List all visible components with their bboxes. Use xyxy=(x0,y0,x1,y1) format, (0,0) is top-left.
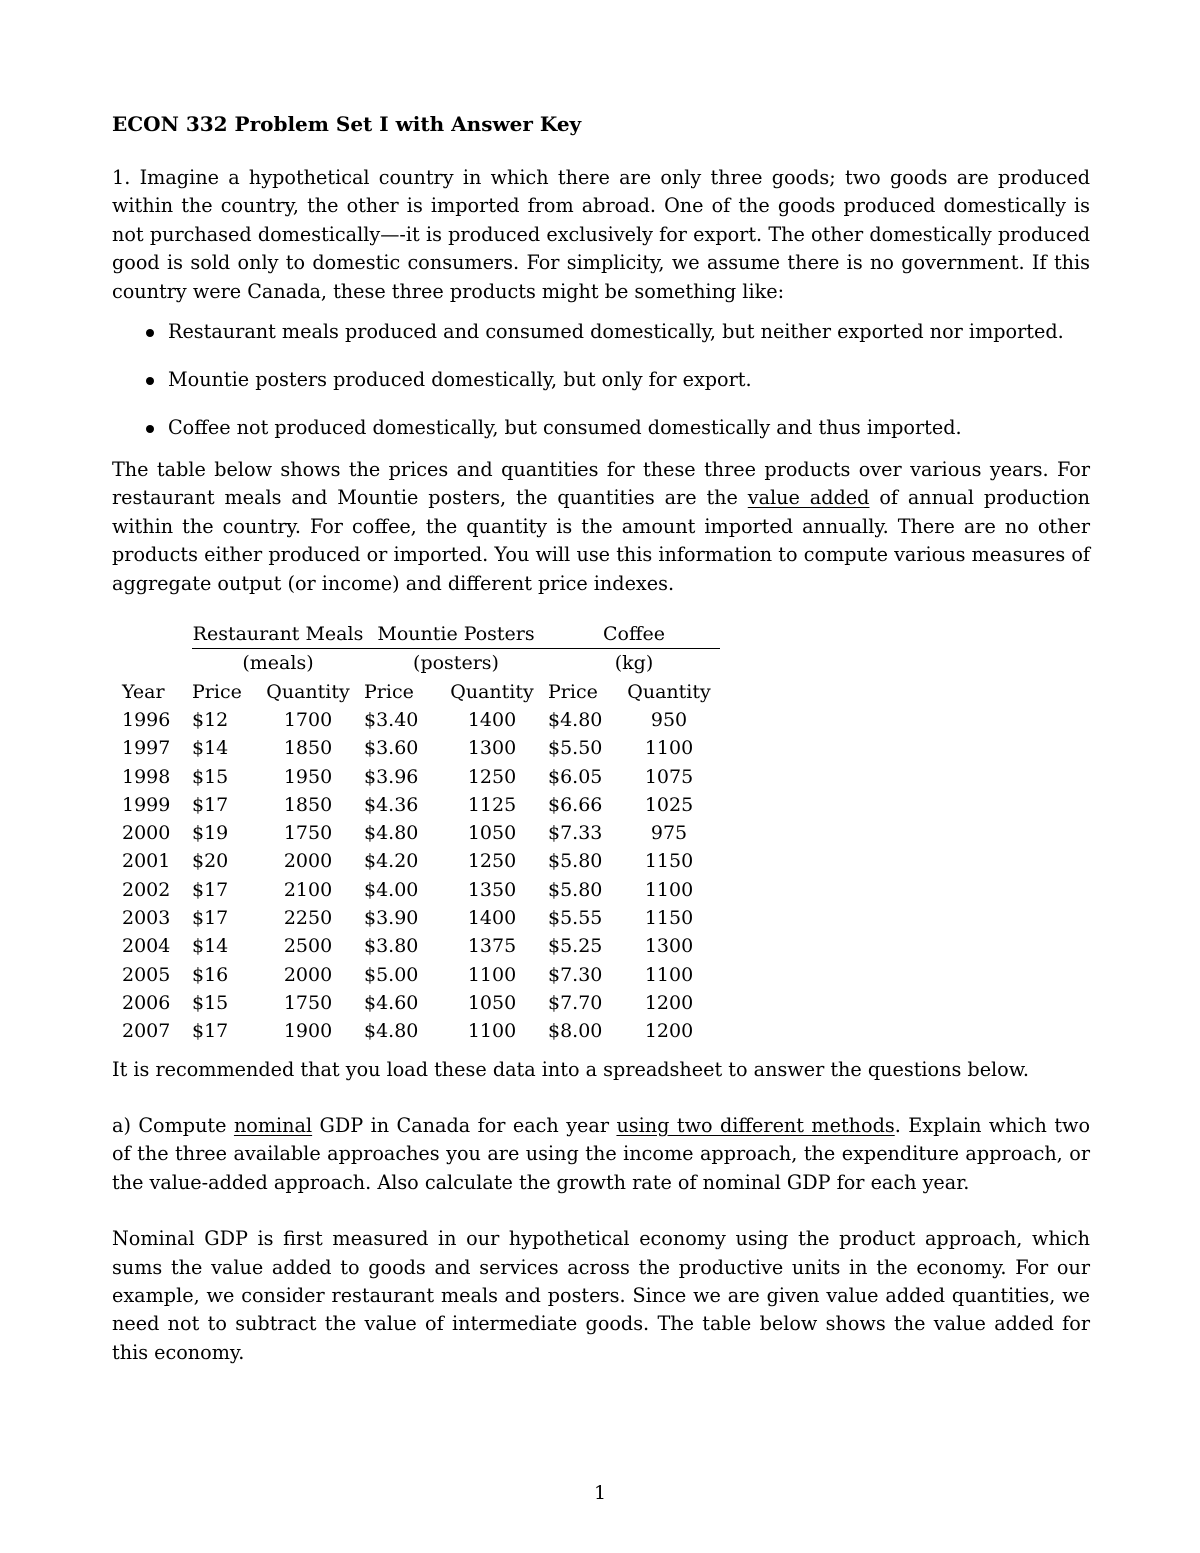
table-row xyxy=(112,876,720,904)
table-cell: 1375 xyxy=(467,935,517,958)
column-header: Price xyxy=(548,680,598,703)
table-cell: 2000 xyxy=(283,963,333,986)
table-cell: $5.50 xyxy=(548,737,603,760)
table-cell: 2000 xyxy=(283,850,333,873)
table-cell: $5.80 xyxy=(548,850,603,873)
problem-intro: 1. Imagine a hypothetical country in which there are only three goods; two goods are produced within the country, the other is imported from abroad. One of the goods produced domestically is not purchased domestically—-it is produced exclusively for export. The other domestically produced good is sold only to domestic consumers. For simplicity, we assume there is no government. If this country were Canada, these three products might be something like: xyxy=(112,166,1090,303)
table-cell: 1850 xyxy=(283,737,333,760)
table-cell: 1100 xyxy=(467,963,517,986)
table-intro-text: of annual production within the country. For coffee, the quantity is the amount imported annually. There are no other products either produced or imported. You will use this information to compute various measures of aggregate output (or income) and different price indexes. xyxy=(112,486,1090,595)
table-header-row xyxy=(112,678,720,706)
table-cell: $17 xyxy=(192,878,229,901)
bullet-list xyxy=(112,318,1090,442)
table-cell: 2005 xyxy=(122,963,171,986)
table-row xyxy=(112,706,720,734)
table-cell: $3.90 xyxy=(364,907,419,930)
table-cell: 1998 xyxy=(122,765,171,788)
table-cell: 2250 xyxy=(283,907,333,930)
table-cell: 1997 xyxy=(122,737,171,760)
document-page xyxy=(112,110,1090,1367)
unit-label: (posters) xyxy=(413,652,499,675)
table-cell: $4.80 xyxy=(548,708,603,731)
table-cell: $3.96 xyxy=(364,765,419,788)
column-header: Quantity xyxy=(627,680,711,703)
bullet-icon xyxy=(146,377,154,385)
table-cell: 1750 xyxy=(283,822,333,845)
bullet-text: Restaurant meals produced and consumed domestically, but neither exported nor imported. xyxy=(168,320,1064,344)
table-cell: $7.30 xyxy=(548,963,603,986)
table-cell: 2001 xyxy=(122,850,171,873)
table-group-row xyxy=(112,620,720,649)
bullet-item xyxy=(112,366,1090,394)
question-text: . Explain which two of the three available approaches you are using the income approach, the expenditure approach, or the value-added approach. Also calculate the growth rate of nominal GDP for each year. xyxy=(112,1113,1091,1194)
table-cell: 1125 xyxy=(467,793,517,816)
table-cell: $6.66 xyxy=(548,793,603,816)
recommendation-text: It is recommended that you load these data into a spreadsheet to answer the questions below. xyxy=(112,1057,1029,1081)
table-cell: $4.00 xyxy=(364,878,419,901)
bullet-item xyxy=(112,414,1090,442)
table-row xyxy=(112,1017,720,1045)
table-cell: $8.00 xyxy=(548,1020,603,1043)
table-cell: $17 xyxy=(192,793,229,816)
table-cell: 1996 xyxy=(122,708,171,731)
table-cell: $7.70 xyxy=(548,991,603,1014)
table-cell: $16 xyxy=(192,963,229,986)
table-cell: $4.60 xyxy=(364,991,419,1014)
answer-text: Nominal GDP is first measured in our hypothetical economy using the product approach, which sums the value added to goods and services across the productive units in the economy. For our example, we consider restaurant meals and posters. Since we are given value added quantities, we need not to subtract the value of intermediate goods. The table below shows the value added for this economy. xyxy=(112,1227,1090,1364)
unit-label: (kg) xyxy=(614,652,654,675)
column-header: Year xyxy=(122,680,165,703)
table-cell: 1100 xyxy=(644,878,694,901)
column-header: Quantity xyxy=(266,680,350,703)
question-text: a) Compute xyxy=(112,1113,234,1137)
table-intro-underlined: value added xyxy=(747,486,870,510)
group-header-restaurant: Restaurant Meals xyxy=(192,620,364,649)
table-cell: 1750 xyxy=(283,991,333,1014)
table-cell: $5.25 xyxy=(548,935,603,958)
table-cell: 1999 xyxy=(122,793,171,816)
table-cell: 1150 xyxy=(644,907,694,930)
table-cell: $4.80 xyxy=(364,822,419,845)
unit-label: (meals) xyxy=(242,652,314,675)
document-title: ECON 332 Problem Set I with Answer Key xyxy=(112,112,582,136)
table-row xyxy=(112,734,720,762)
table-cell: 975 xyxy=(650,822,688,845)
table-cell: 1700 xyxy=(283,708,333,731)
table-cell: $14 xyxy=(192,935,229,958)
table-cell: 2003 xyxy=(122,907,171,930)
table-cell: 1200 xyxy=(644,991,694,1014)
table-row xyxy=(112,847,720,875)
table-cell: 1900 xyxy=(283,1020,333,1043)
table-cell: $5.00 xyxy=(364,963,419,986)
table-cell: $12 xyxy=(192,708,229,731)
table-cell: 1100 xyxy=(467,1020,517,1043)
table-intro-text: The table below shows the prices and quantities for these three products over various years. For restaurant meals and Mountie posters, the quantities are the xyxy=(112,458,1090,510)
table-cell: 1400 xyxy=(467,907,517,930)
bullet-text: Mountie posters produced domestically, but only for export. xyxy=(168,368,752,392)
table-cell: 1300 xyxy=(644,935,694,958)
question-text: GDP in Canada for each year xyxy=(312,1113,617,1137)
table-cell: 2007 xyxy=(122,1020,171,1043)
table-cell: 1050 xyxy=(467,991,517,1014)
table-cell: $15 xyxy=(192,765,229,788)
table-cell: $14 xyxy=(192,737,229,760)
table-cell: $3.40 xyxy=(364,708,419,731)
table-cell: $5.80 xyxy=(548,878,603,901)
bullet-item xyxy=(112,318,1090,346)
question-underlined: using two different methods xyxy=(616,1113,895,1137)
table-row xyxy=(112,904,720,932)
table-units-row xyxy=(112,649,720,678)
table-body xyxy=(112,706,720,1046)
table-cell: $19 xyxy=(192,822,229,845)
table-cell: 1350 xyxy=(467,878,517,901)
table-row xyxy=(112,961,720,989)
table-cell: $3.80 xyxy=(364,935,419,958)
table-cell: 1200 xyxy=(644,1020,694,1043)
table-cell: $4.20 xyxy=(364,850,419,873)
table-row xyxy=(112,791,720,819)
page-number: 1 xyxy=(593,1482,607,1504)
column-header: Price xyxy=(364,680,414,703)
table-cell: $5.55 xyxy=(548,907,603,930)
table-cell: 1300 xyxy=(467,737,517,760)
table-cell: $17 xyxy=(192,907,229,930)
table-cell: $4.36 xyxy=(364,793,419,816)
table-cell: 1025 xyxy=(644,793,694,816)
table-cell: 2006 xyxy=(122,991,171,1014)
table-cell: 2500 xyxy=(283,935,333,958)
table-cell: 2000 xyxy=(122,822,171,845)
table-row xyxy=(112,932,720,960)
column-header: Price xyxy=(192,680,242,703)
table-intro xyxy=(112,456,1090,598)
table-cell: 1250 xyxy=(467,765,517,788)
table-cell: 1100 xyxy=(644,963,694,986)
table-row xyxy=(112,763,720,791)
table-cell: 2002 xyxy=(122,878,171,901)
table-cell: 1950 xyxy=(283,765,333,788)
table-cell: 1250 xyxy=(467,850,517,873)
question-underlined: nominal xyxy=(233,1113,313,1137)
table-cell: 1850 xyxy=(283,793,333,816)
bullet-text: Coffee not produced domestically, but consumed domestically and thus imported. xyxy=(168,416,962,440)
table-cell: 1075 xyxy=(644,765,694,788)
table-cell: $4.80 xyxy=(364,1020,419,1043)
table-cell: $17 xyxy=(192,1020,229,1043)
table-cell: $15 xyxy=(192,991,229,1014)
bullet-icon xyxy=(146,425,154,433)
table-cell: 1050 xyxy=(467,822,517,845)
table-cell: 1100 xyxy=(644,737,694,760)
table-cell: 1400 xyxy=(467,708,517,731)
table-row xyxy=(112,819,720,847)
table-cell: 2004 xyxy=(122,935,171,958)
group-header-coffee: Coffee xyxy=(548,620,720,649)
table-row xyxy=(112,989,720,1017)
table-cell: $20 xyxy=(192,850,229,873)
group-header-posters: Mountie Posters xyxy=(364,620,548,649)
table-cell: $7.33 xyxy=(548,822,603,845)
question-a xyxy=(112,1112,1090,1197)
table-cell: 1150 xyxy=(644,850,694,873)
table-cell: 2100 xyxy=(283,878,333,901)
price-quantity-table xyxy=(112,620,720,1045)
table-cell: $3.60 xyxy=(364,737,419,760)
column-header: Quantity xyxy=(450,680,534,703)
bullet-icon xyxy=(146,329,154,337)
table-cell: $6.05 xyxy=(548,765,603,788)
table-cell: 950 xyxy=(650,708,688,731)
